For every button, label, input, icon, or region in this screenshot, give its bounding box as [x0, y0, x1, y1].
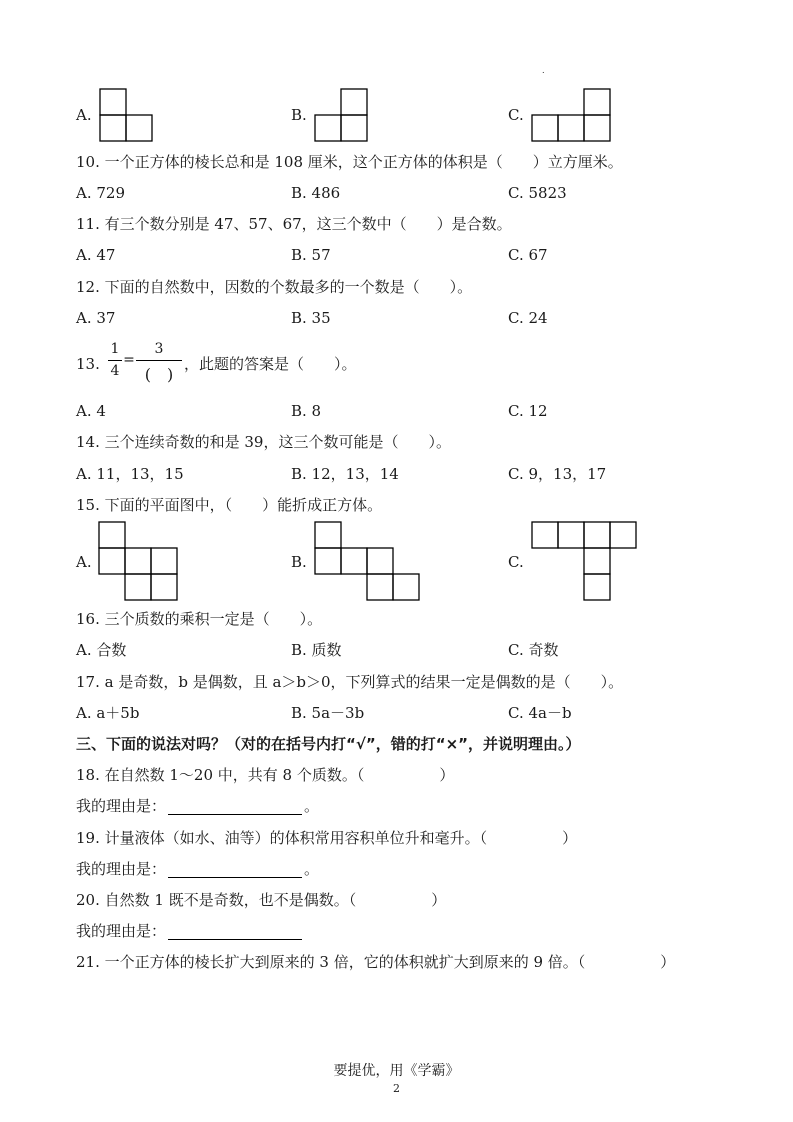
- fraction-1-denominator: 4: [110, 363, 120, 379]
- q17-option-a: A. a＋5b: [76, 704, 140, 722]
- reason-end: 。: [304, 797, 320, 815]
- question-14: 14. 三个连续奇数的和是 39，这三个数可能是（ ）。: [76, 433, 451, 451]
- reason-label: 我的理由是：: [76, 797, 167, 815]
- stray-dot: .: [542, 66, 545, 75]
- q14-option-c: C. 9，13，17: [508, 465, 607, 483]
- q13-option-a: A. 4: [76, 402, 106, 420]
- section-3-heading: 三、下面的说法对吗？（对的在括号内打“√”，错的打“×”，并说明理由。）: [76, 735, 581, 753]
- q15-option-c-label: C.: [508, 553, 524, 571]
- reason-end: 。: [304, 860, 320, 878]
- q19-reason-line: [76, 860, 319, 878]
- fraction-2-denominator: ( ): [144, 365, 174, 384]
- question-17: 17. a 是奇数，b 是偶数，且 a＞b＞0，下列算式的结果一定是偶数的是（ ）。: [76, 673, 624, 691]
- q20-reason-line: [76, 922, 304, 940]
- q17-option-b: B. 5a－3b: [291, 704, 365, 722]
- top-figure-b: [314, 88, 370, 144]
- question-15: 15. 下面的平面图中，（ ）能折成正方体。: [76, 496, 383, 514]
- q16-option-b: B. 质数: [291, 641, 342, 659]
- equals-sign: =: [123, 352, 135, 368]
- q15-option-b-label: B.: [291, 553, 307, 571]
- q16-option-c: C. 奇数: [508, 641, 559, 659]
- top-option-c-label: C.: [508, 106, 524, 124]
- q11-option-b: B. 57: [291, 246, 331, 264]
- top-figure-a: [99, 88, 155, 144]
- question-18: 18. 在自然数 1～20 中，共有 8 个质数。（ ）: [76, 766, 455, 784]
- q11-option-c: C. 67: [508, 246, 548, 264]
- question-13-text: ，此题的答案是（ ）。: [184, 355, 357, 373]
- q15-figure-c: [531, 521, 639, 603]
- question-10: 10. 一个正方体的棱长总和是 108 厘米，这个正方体的体积是（ ）立方厘米。: [76, 153, 623, 171]
- q12-option-a: A. 37: [76, 309, 116, 327]
- question-21: 21. 一个正方体的棱长扩大到原来的 3 倍，它的体积就扩大到原来的 9 倍。（ ）: [76, 953, 676, 971]
- q14-option-a: A. 11，13，15: [76, 465, 184, 483]
- q12-option-b: B. 35: [291, 309, 331, 327]
- q12-option-c: C. 24: [508, 309, 548, 327]
- q15-figure-b: [314, 521, 422, 603]
- q10-option-b: B. 486: [291, 184, 341, 202]
- reason-label: 我的理由是：: [76, 860, 167, 878]
- reason-blank[interactable]: [168, 863, 302, 878]
- top-option-a-label: A.: [76, 106, 92, 124]
- q14-option-b: B. 12，13，14: [291, 465, 399, 483]
- q16-option-a: A. 合数: [76, 641, 127, 659]
- q18-reason-line: [76, 797, 319, 815]
- fraction-1-numerator: 1: [110, 341, 120, 357]
- q10-option-a: A. 729: [76, 184, 125, 202]
- fraction-2-bar: [136, 360, 182, 361]
- fraction-1-bar: [108, 360, 122, 361]
- footer-slogan: 要提优，用《学霸》: [333, 1063, 460, 1079]
- q17-option-c: C. 4a－b: [508, 704, 572, 722]
- question-20: 20. 自然数 1 既不是奇数，也不是偶数。（ ）: [76, 891, 447, 909]
- reason-blank[interactable]: [168, 800, 302, 815]
- question-16: 16. 三个质数的乘积一定是（ ）。: [76, 610, 323, 628]
- question-19: 19. 计量液体（如水、油等）的体积常用容积单位升和毫升。（ ）: [76, 829, 578, 847]
- q10-option-c: C. 5823: [508, 184, 567, 202]
- q13-option-c: C. 12: [508, 402, 548, 420]
- fraction-2-numerator: 3: [154, 341, 164, 357]
- q13-option-b: B. 8: [291, 402, 322, 420]
- q15-figure-a: [98, 521, 180, 603]
- top-option-b-label: B.: [291, 106, 307, 124]
- page-number: 2: [393, 1082, 400, 1095]
- q11-option-a: A. 47: [76, 246, 116, 264]
- question-12: 12. 下面的自然数中，因数的个数最多的一个数是（ ）。: [76, 278, 473, 296]
- reason-blank[interactable]: [168, 925, 302, 940]
- reason-label: 我的理由是：: [76, 922, 167, 940]
- question-11: 11. 有三个数分别是 47、57、67，这三个数中（ ）是合数。: [76, 215, 512, 233]
- question-13-number: 13.: [76, 355, 100, 373]
- top-figure-c: [531, 88, 615, 144]
- q15-option-a-label: A.: [76, 553, 92, 571]
